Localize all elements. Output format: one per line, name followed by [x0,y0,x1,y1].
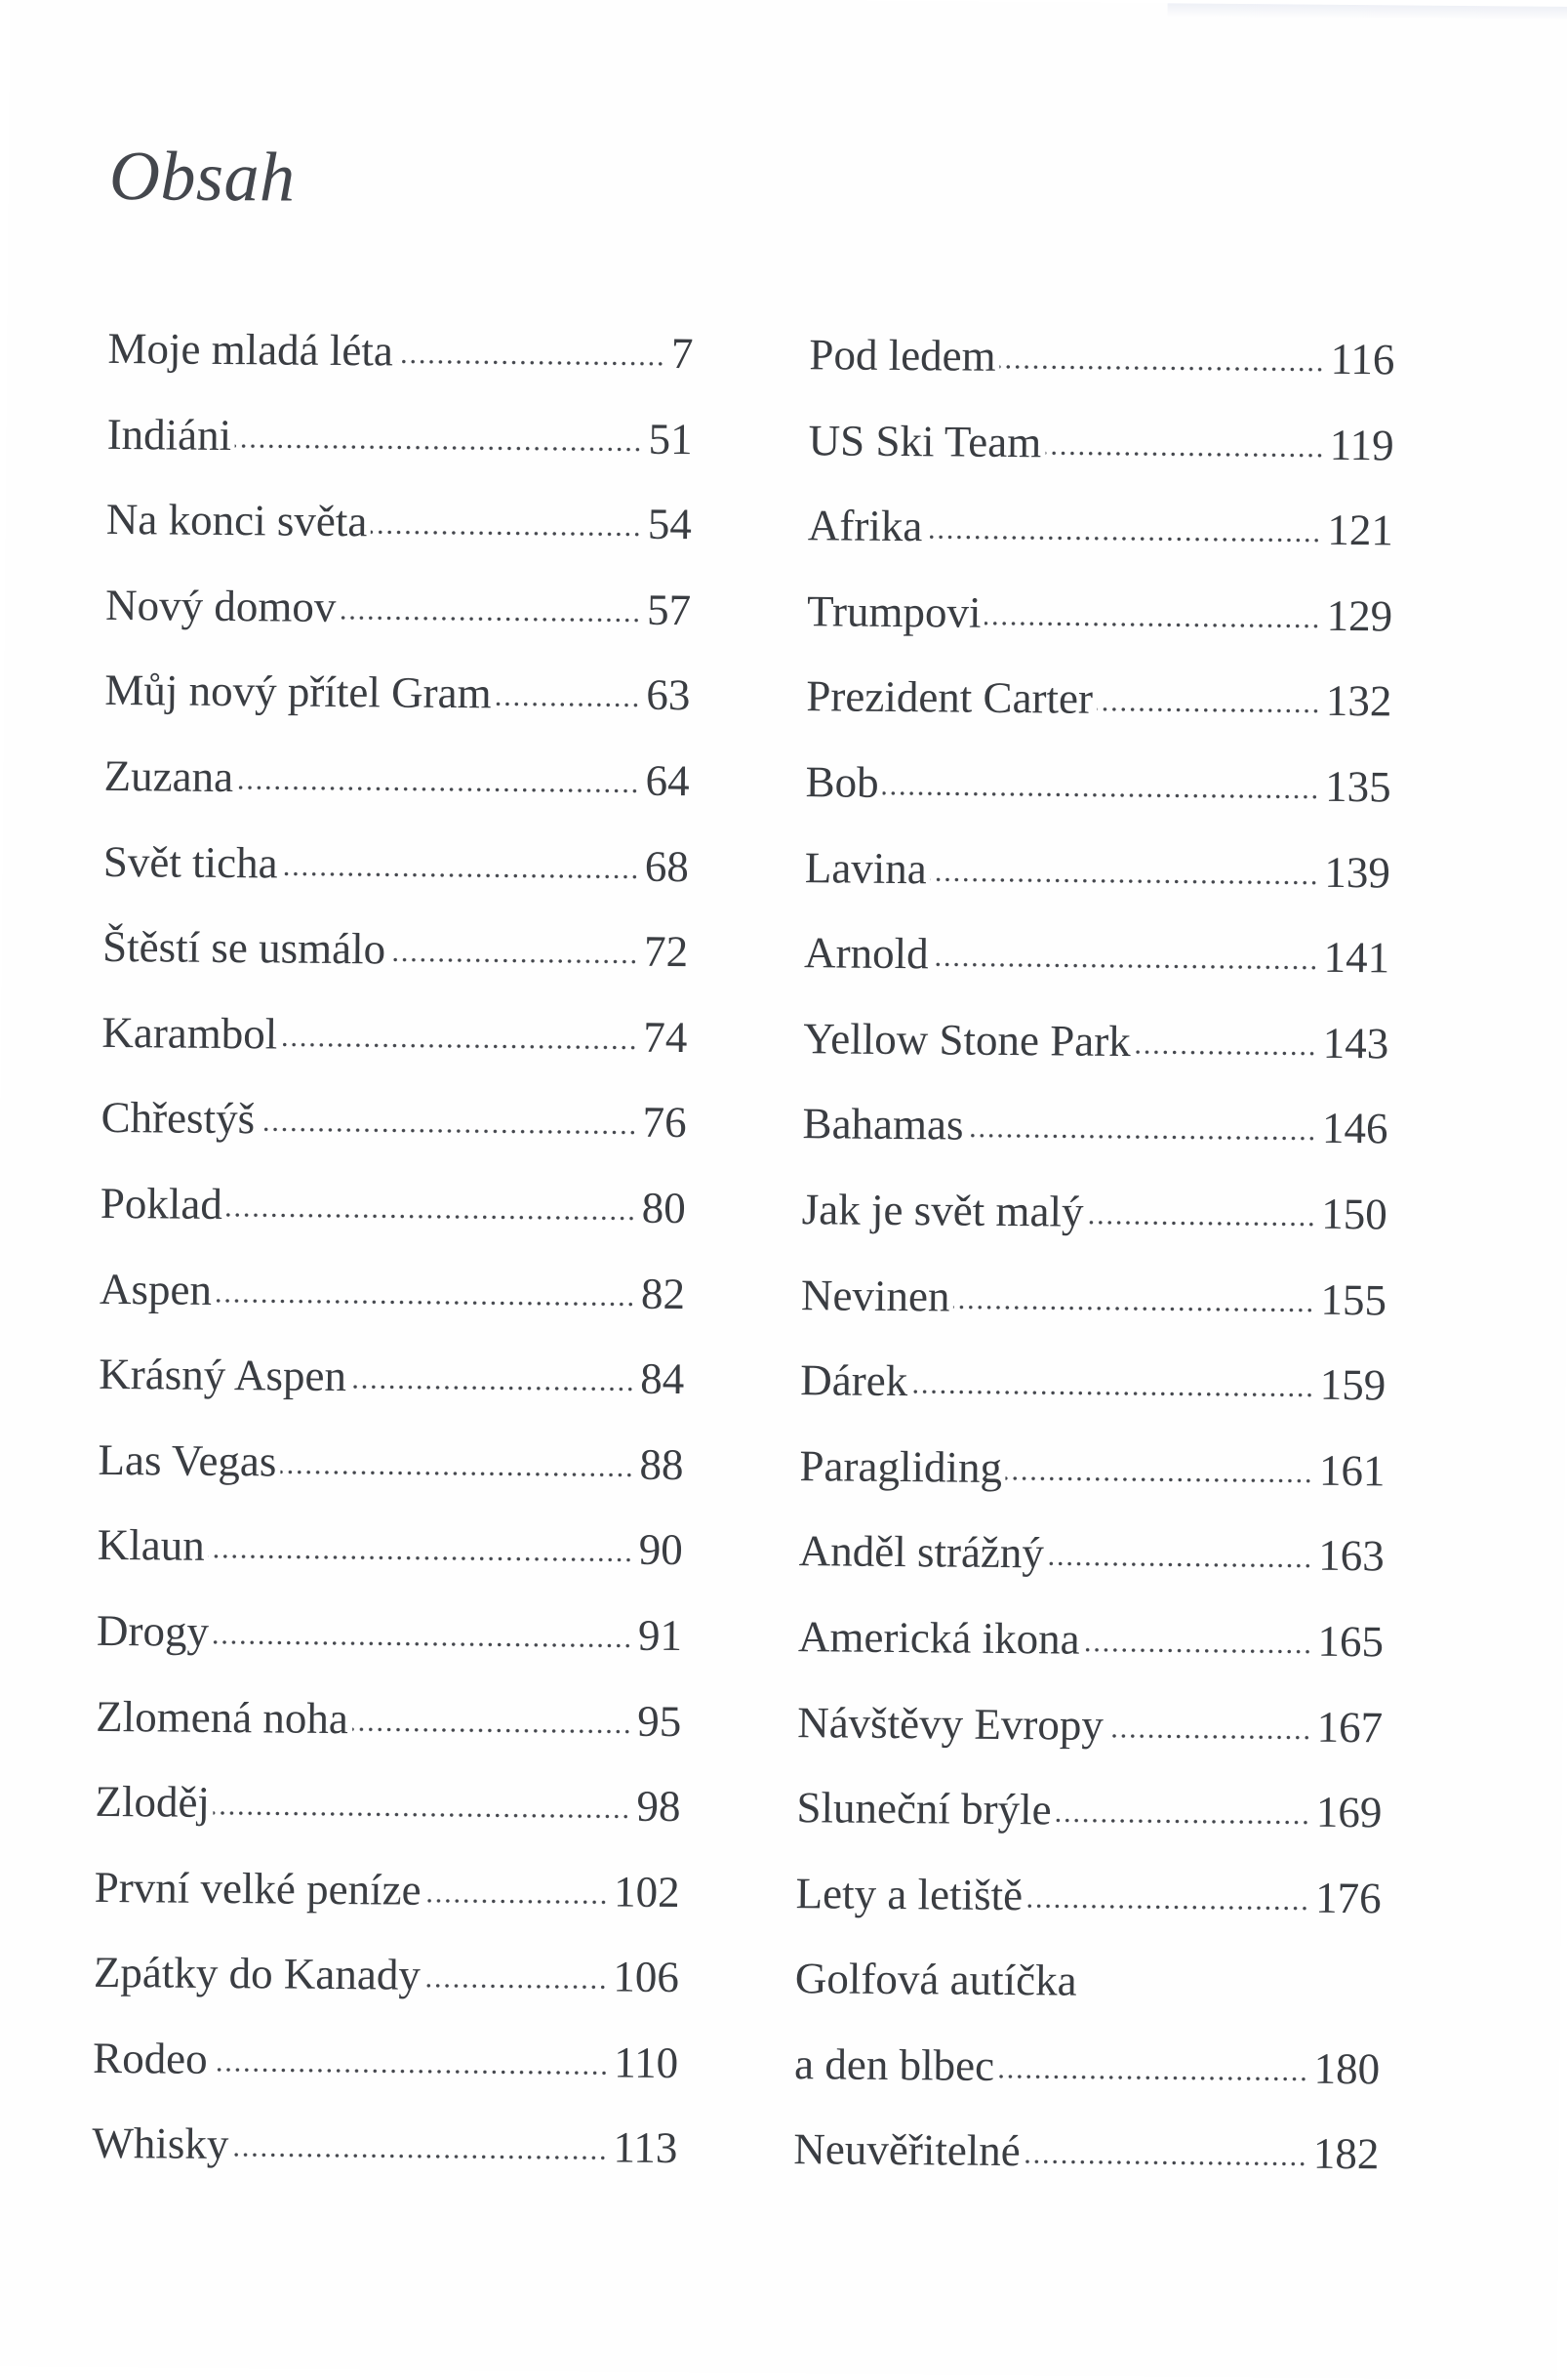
toc-entry-page-number: 64 [645,755,690,806]
toc-entry-page-number: 150 [1321,1189,1387,1239]
toc-entry-title: Na konci světa [105,495,368,546]
toc-entry-title: Zpátky do Kanady [93,1948,422,2000]
toc-entry [97,1519,683,1610]
dot-leader [495,701,640,709]
toc-entry-page-number: 180 [1313,2043,1381,2094]
dot-leader [1107,1731,1311,1741]
toc-entry [809,329,1395,420]
toc-entry-page-number: 84 [640,1353,685,1404]
dot-leader [340,614,641,625]
toc-entry [100,1263,686,1353]
toc-entry [794,1953,1381,2043]
toc-entry-page-number: 129 [1326,590,1393,641]
toc-entry [793,2124,1380,2215]
toc-entry-page-number: 139 [1324,847,1391,897]
toc-entry [103,750,690,841]
toc-entry [101,1007,688,1098]
toc-entry-title: Yellow Stone Park [803,1013,1132,1066]
dot-leader [232,2152,607,2162]
toc-entry [803,1013,1389,1104]
toc-entry [804,927,1390,1018]
dot-leader [1006,1474,1313,1485]
dot-leader [1048,1560,1312,1570]
dot-leader [281,1040,637,1051]
dot-leader [932,960,1317,971]
toc-entry-page-number: 159 [1319,1359,1386,1410]
toc-entry [95,1776,681,1867]
toc-entry [797,1611,1384,1702]
toc-entry [93,2033,679,2123]
toc-entry-page-number: 182 [1312,2129,1380,2179]
toc-entry [102,921,689,1012]
toc-entry [100,1092,687,1183]
toc-entry-title: Bahamas [802,1099,964,1150]
toc-entry-title: Nový domov [104,580,337,631]
dot-leader [1135,1048,1317,1058]
toc-entry-page-number: 161 [1318,1445,1386,1496]
toc-entry-title: Golfová autíčka [794,1954,1077,2005]
toc-entry-title: Americká ikona [797,1612,1080,1664]
toc-entry-title: Karambol [101,1007,278,1059]
toc-entry-title: Štěstí se usmálo [101,922,386,974]
toc-entry-title: Trumpovi [806,585,982,637]
toc-entry [794,2038,1381,2129]
toc-entry-page-number: 116 [1330,334,1395,384]
toc-entry [98,1434,684,1525]
dot-leader [424,1897,608,1907]
toc-entry [801,1184,1387,1274]
toc-entry-title: Dárek [800,1355,908,1406]
toc-entry-title: Nevinen [800,1270,950,1321]
toc-entry-title: Lavina [804,842,928,893]
toc-entry [105,494,692,585]
dot-leader [967,1132,1316,1143]
toc-entry [806,671,1392,762]
toc-column-right [793,329,1395,2214]
dot-leader [352,1725,631,1735]
toc-entry-title: Las Vegas [98,1434,277,1486]
toc-entry-page-number: 141 [1323,932,1390,983]
toc-entry-page-number: 95 [637,1696,682,1746]
dot-leader [1026,1902,1309,1913]
dot-leader [1083,1646,1311,1656]
toc-entry-page-number: 98 [636,1781,681,1832]
toc-entry [800,1270,1386,1360]
toc-entry [107,323,694,414]
dot-leader [424,1982,608,1992]
toc-entry [807,585,1393,676]
toc-entry-title: Moje mladá léta [107,323,394,376]
toc-entry [96,1690,682,1781]
toc-entry [800,1354,1386,1445]
toc-entry [808,415,1394,505]
toc-entry [805,756,1391,847]
dot-leader [281,869,638,880]
toc-entry-page-number: 102 [613,1867,680,1916]
dot-leader [998,2073,1308,2083]
dot-leader [235,442,643,454]
toc-entry-title: Krásný Aspen [99,1350,347,1401]
scan-edge-shadow [1167,3,1567,20]
toc-entry [795,1868,1382,1958]
toc-entry-title: Poklad [100,1178,223,1229]
toc-entry-title: Svět ticha [102,836,278,888]
toc-entry-page-number: 169 [1315,1787,1383,1837]
toc-entry-title: Sluneční brýle [796,1783,1052,1835]
toc-entry-page-number: 76 [642,1098,687,1148]
toc-entry-title: Zlomená noha [96,1691,349,1743]
dot-leader [237,784,640,795]
toc-entry-page-number: 110 [614,2037,679,2087]
toc-entry [798,1525,1385,1616]
toc-entry-page-number: 165 [1317,1616,1385,1667]
toc-entry-page-number: 113 [613,2122,678,2173]
dot-leader [1097,706,1320,715]
toc-entry [106,409,693,500]
toc-entry-title: Arnold [803,928,929,979]
toc-entry [100,1178,686,1269]
toc-entry-page-number: 74 [643,1012,688,1062]
toc-entry-page-number: 88 [639,1439,684,1489]
toc-entry-title: Paragliding [799,1440,1003,1492]
dot-leader [1025,2158,1307,2169]
dot-leader [953,1303,1314,1313]
toc-entry [807,500,1393,590]
toc-entry-title: Rodeo [92,2033,208,2083]
toc-entry-page-number: 51 [648,414,693,464]
dot-leader [226,1211,636,1223]
toc-entry-title: Anděl strážný [798,1526,1045,1578]
toc-entry-page-number: 106 [613,1952,680,2002]
toc-entry [96,1605,682,1696]
dot-leader [1087,1219,1315,1229]
toc-entry-page-number: 80 [641,1183,687,1233]
toc-entry-page-number: 119 [1329,420,1394,470]
dot-leader [259,1126,637,1137]
toc-entry-page-number: 54 [647,499,693,549]
dot-leader [911,1388,1314,1399]
toc-entry-title: Whisky [92,2118,229,2169]
toc-entry-title: US Ski Team [808,415,1042,466]
toc-entry-page-number: 163 [1318,1531,1385,1581]
dot-leader [213,1638,632,1650]
toc-entry-page-number: 63 [646,670,691,720]
toc-entry-title: První velké peníze [94,1862,422,1915]
toc-entry-title: Prezident Carter [806,671,1094,724]
toc-entry-page-number: 68 [644,841,690,891]
toc-entry-title: a den blbec [793,2039,995,2090]
dot-leader [209,1553,633,1564]
toc-entry-page-number: 82 [640,1269,686,1318]
dot-leader [931,875,1319,886]
toc-entry-title: Lety a letiště [795,1868,1024,1919]
toc-entry-page-number: 121 [1327,505,1394,555]
toc-entry-title: Můj nový přítel Gram [104,666,492,718]
toc-entry [94,1862,680,1953]
toc-entry [796,1782,1383,1873]
toc-entry-title: Zloděj [95,1776,211,1827]
dot-leader [389,956,638,966]
toc-entry [105,580,692,670]
dot-leader [1000,363,1325,374]
toc-entry-title: Drogy [96,1605,210,1656]
toc-entry-title: Neuvěřitelné [793,2124,1021,2176]
toc-entry-title: Klaun [97,1520,205,1571]
toc-entry-title: Pod ledem [809,330,996,381]
toc-entry-title: Bob [805,757,879,807]
toc-entry-title: Aspen [99,1264,213,1314]
toc-entry [102,835,689,926]
toc-entry [797,1697,1384,1788]
toc-entry-title: Chřestýš [100,1093,256,1144]
toc-entry-page-number: 57 [646,585,692,634]
toc-entry-title: Návštěvy Evropy [796,1697,1105,1750]
dot-leader [883,789,1320,801]
dot-leader [1080,1988,1374,1998]
toc-entry-title: Indiáni [106,409,232,460]
toc-entry [93,1947,679,2037]
toc-entry-page-number: 155 [1320,1274,1387,1324]
toc-entry [104,665,691,755]
dot-leader [212,2066,609,2077]
toc-entry-title: Jak je svět malý [801,1185,1084,1236]
toc-entry-page-number: 143 [1322,1018,1389,1069]
dot-leader [280,1468,633,1478]
toc-entry-title: Afrika [807,501,923,551]
toc-entry [802,1099,1388,1190]
toc-entry-page-number: 7 [670,328,694,379]
toc-entry-page-number: 167 [1316,1702,1384,1752]
page-title: Obsah [108,136,296,217]
dot-leader [216,1296,635,1308]
toc-entry [804,842,1390,933]
toc-entry-page-number: 135 [1324,761,1391,812]
toc-column-left [92,323,694,2208]
dot-leader [926,533,1321,545]
dot-leader [371,528,642,538]
toc-entry-page-number: 176 [1314,1873,1382,1923]
toc-entry-page-number: 90 [638,1525,683,1575]
toc-entry [92,2118,678,2208]
dot-leader [1045,449,1324,459]
toc-entry [799,1440,1386,1531]
toc-entry-page-number: 132 [1325,676,1392,726]
toc-entry-page-number: 146 [1321,1104,1388,1153]
toc-entry-title: Zuzana [103,750,234,802]
dot-leader [397,358,665,368]
toc-entry [99,1349,685,1439]
dot-leader [984,620,1320,630]
dot-leader [350,1383,634,1393]
dot-leader [1056,1817,1310,1827]
toc-entry-page-number: 91 [637,1610,683,1661]
toc-entry-page-number: 72 [643,926,689,977]
dot-leader [214,1809,631,1821]
